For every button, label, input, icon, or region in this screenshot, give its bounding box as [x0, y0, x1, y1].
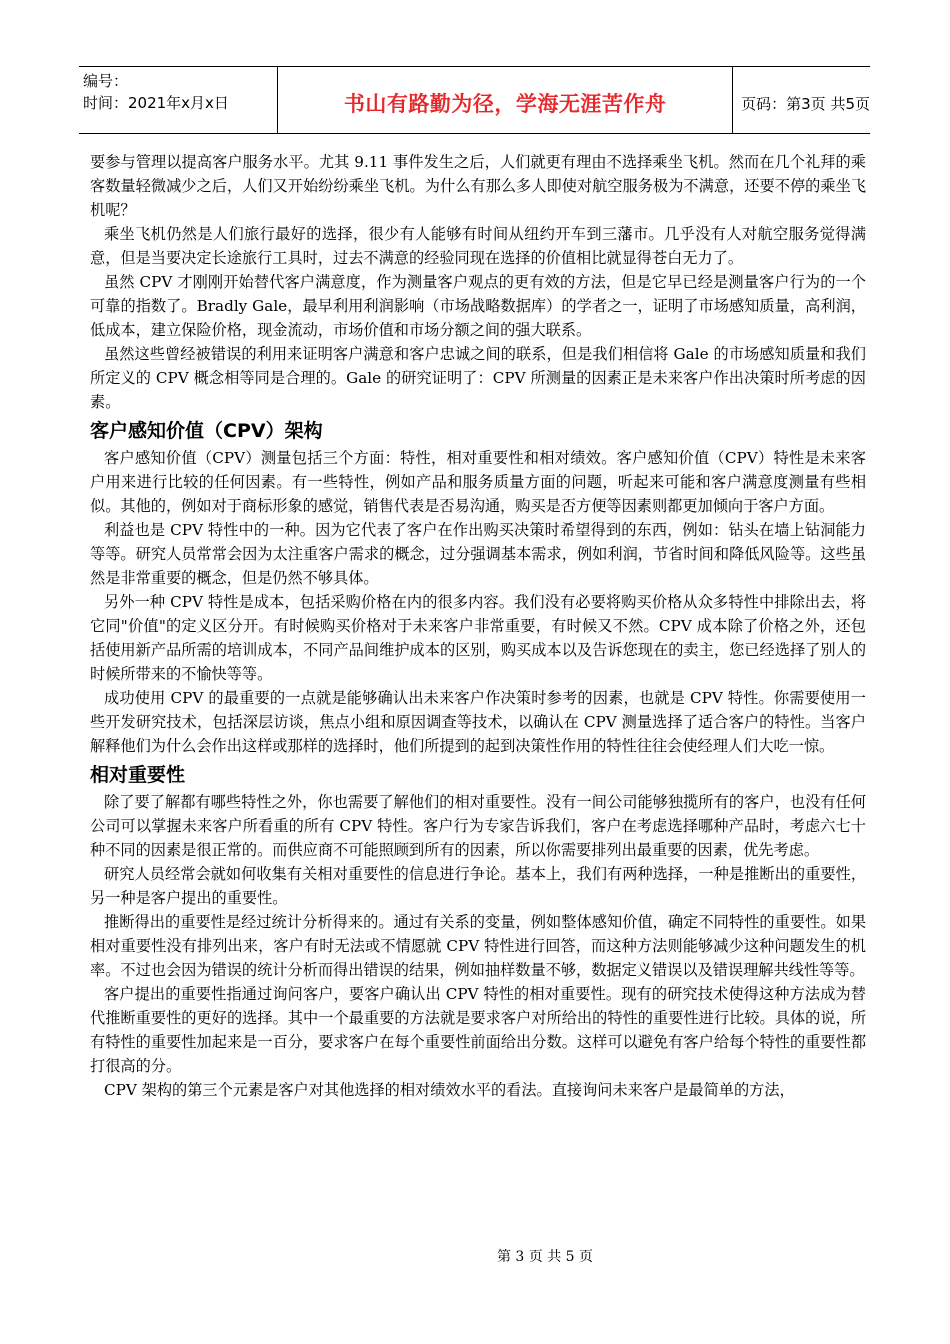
section-heading-cpv-framework: 客户感知价值（CPV）架构 — [90, 420, 323, 442]
header-left-cell — [79, 67, 278, 133]
footer-page-number: 第 3 页 共 5 页 — [496, 1249, 594, 1265]
paragraph: 利益也是 CPV 特性中的一种。因为它代表了客户在作出购买决策时希望得到的东西，例如：钻头在墙上钻洞能力等等。研究人员常常会因为太注重客户需求的概念，过分强调基本需求，例如利润，节省时间和降低风险等。这些虽然是非常重要的概念，但是仍然不够具体。 — [90, 521, 866, 587]
paragraph: 推断得出的重要性是经过统计分析得来的。通过有关系的变量，例如整体感知价值，确定不同特性的重要性。如果相对重要性没有排列出来，客户有时无法或不情愿就 CPV 特性进行回答，而这种方法则能够减少这种问题发生的机率。不过也会因为错误的统计分析而得出错误的结果，例如抽样数量不够，数据定义错误以及错误理解共线性等等。 — [90, 913, 866, 979]
section-heading-relative-importance: 相对重要性 — [90, 764, 186, 786]
paragraph: 除了要了解都有哪些特性之外，你也需要了解他们的相对重要性。没有一间公司能够独揽所有的客户，也没有任何公司可以掌握未来客户所看重的所有 CPV 特性。客户行为专家告诉我们，客户在考虑选择哪种产品时，考虑六七十种不同的因素是很正常的。而供应商不可能照顾到所有的因素，所以你需要排列出最重要的因素，优先考虑。 — [90, 793, 866, 859]
header-page-number: 页码：第3页 共5页 — [741, 94, 870, 113]
paragraph: 客户提出的重要性指通过询问客户，要客户确认出 CPV 特性的相对重要性。现有的研究技术使得这种方法成为替代推断重要性的更好的选择。其中一个最重要的方法就是要求客户对所给出的特性的重要性进行比较。具体的说，所有特性的重要性加起来是一百分，要求客户在每个重要性前面给出分数。这样可以避免有客户给每个特性的重要性都打很高的分。 — [90, 985, 866, 1075]
document-time-label: 时间：2021年x月x日 — [83, 94, 229, 112]
paragraph: 客户感知价值（CPV）测量包括三个方面：特性，相对重要性和相对绩效。客户感知价值（CPV）特性是未来客户用来进行比较的任何因素。有一些特性，例如产品和服务质量方面的问题，听起来可能和客户满意度测量有些相似。其他的，例如对于商标形象的感觉，销售代表是否易沟通，购买是否方便等因素则都更加倾向于客户方面。 — [90, 449, 866, 515]
paragraph: 另外一种 CPV 特性是成本，包括采购价格在内的很多内容。我们没有必要将购买价格从众多特性中排除出去，将它同"价值"的定义区分开。有时候购买价格对于未来客户非常重要，有时候又不然。CPV 成本除了价格之外，还包括使用新产品所需的培训成本，不同产品间维护成本的区别，购买成本以及告诉您现在的卖主，您已经选择了别人的时候所带来的不愉快等等。 — [90, 593, 866, 683]
paragraph: CPV 架构的第三个元素是客户对其他选择的相对绩效水平的看法。直接询问未来客户是最简单的方法， — [104, 1081, 795, 1099]
paragraph: 要参与管理以提高客户服务水平。尤其 9.11 事件发生之后，人们就更有理由不选择乘坐飞机。然而在几个礼拜的乘客数量轻微减少之后，人们又开始纷纷乘坐飞机。为什么有那么多人即使对航空服务极为不满意，还要不停的乘坐飞机呢？ — [90, 153, 866, 219]
page-footer — [0, 1246, 950, 1266]
paragraph: 成功使用 CPV 的最重要的一点就是能够确认出未来客户作决策时参考的因素，也就是 CPV 特性。你需要使用一些开发研究技术，包括深层访谈，焦点小组和原因调查等技术，以确认在 CPV 测量选择了适合客户的特性。当客户解释他们为什么会作出这样或那样的选择时，他们所提到的起到决策性作用的特性往往会使经理人们大吃一惊。 — [90, 689, 866, 755]
page-header — [79, 66, 870, 134]
document-number-label: 编号： — [83, 72, 129, 90]
paragraph: 乘坐飞机仍然是人们旅行最好的选择，很少有人能够有时间从纽约开车到三藩市。几乎没有人对航空服务觉得满意，但是当要决定长途旅行工具时，过去不满意的经验同现在选择的价值相比就显得苍白无力了。 — [90, 225, 866, 267]
document-body — [90, 150, 866, 1102]
header-motto: 书山有路勤为径，学海无涯苦作舟 — [343, 92, 667, 116]
paragraph: 虽然这些曾经被错误的利用来证明客户满意和客户忠诚之间的联系，但是我们相信将 Gale 的市场感知质量和我们所定义的 CPV 概念相等同是合理的。Gale 的研究证明了：CPV 所测量的因素正是未来客户作出决策时所考虑的因素。 — [90, 345, 866, 411]
header-page-cell — [733, 67, 870, 133]
paragraph: 研究人员经常会就如何收集有关相对重要性的信息进行争论。基本上，我们有两种选择，一种是推断出的重要性，另一种是客户提出的重要性。 — [90, 865, 866, 907]
header-motto-cell — [278, 67, 733, 133]
paragraph: 虽然 CPV 才刚刚开始替代客户满意度，作为测量客户观点的更有效的方法，但是它早已经是测量客户行为的一个可靠的指数了。Bradly Gale，最早利用利润影响（市场战略数据库）的学者之一，证明了市场感知质量，高利润，低成本，建立保险价格，现金流动，市场价值和市场分额之间的强大联系。 — [90, 273, 866, 339]
